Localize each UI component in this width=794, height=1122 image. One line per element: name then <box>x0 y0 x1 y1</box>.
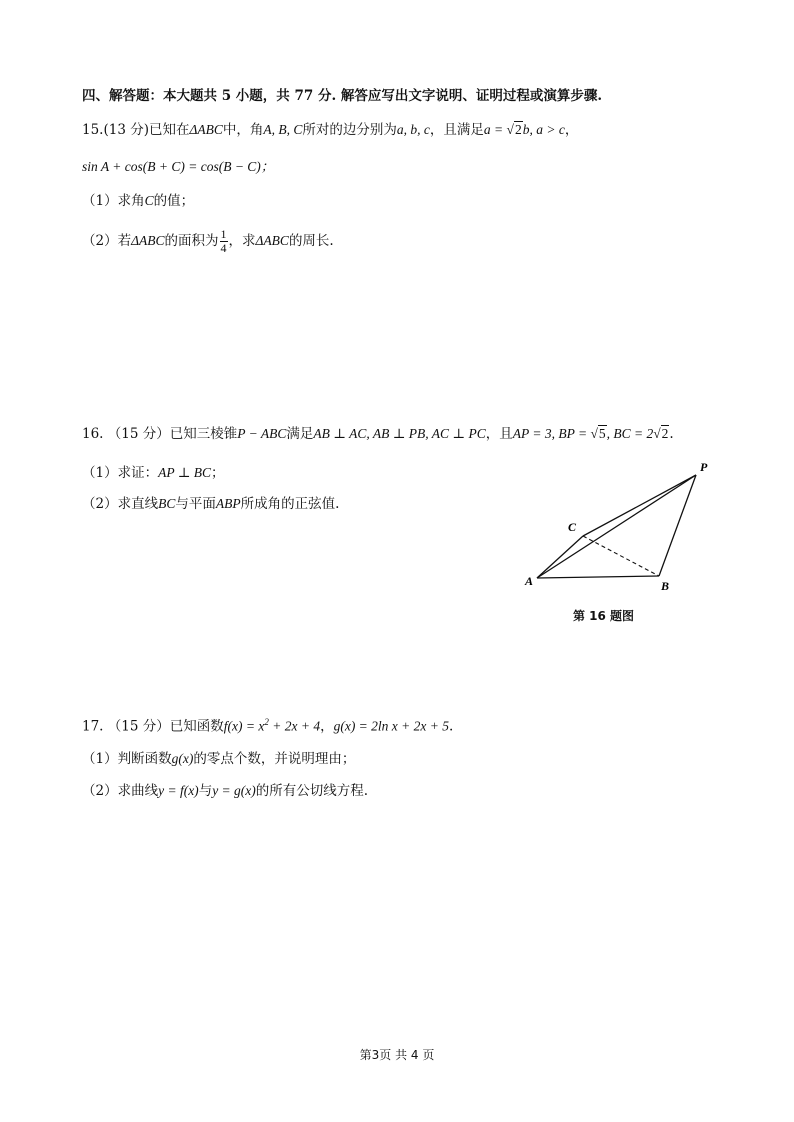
q16-part2-text: （2）求直线 <box>82 496 159 512</box>
q15-text: ，且满足 <box>429 122 484 138</box>
q15-part2-mid2: ，求 <box>228 233 256 249</box>
q16-pyramid-figure <box>520 455 720 600</box>
q15-math-triangle: ΔABC <box>189 122 223 137</box>
q16-math-perp: AB ⊥ AC, AB ⊥ PB, AC ⊥ PC <box>313 426 486 441</box>
q17-part2 <box>82 781 368 801</box>
q16-math-pyramid: P − ABC <box>237 426 287 441</box>
q17-sep: ， <box>320 718 334 735</box>
q16-score: （15 分） <box>107 426 170 442</box>
q15-math-rest: b, a > c <box>522 122 565 137</box>
q16-part1-text: （1）求证： <box>82 465 159 481</box>
label-c: C <box>568 520 577 534</box>
q17-part2-math1: y = f(x) <box>158 783 199 798</box>
q17-part1 <box>82 749 355 769</box>
q16-stem: 16. （15 分）已知三棱锥P − ABC满足AB ⊥ AC, AB ⊥ PB, AC ⊥ PC，且AP = 3, BP = √5, BC = 2√2. <box>82 426 674 442</box>
q15-text: 已知在 <box>149 122 190 138</box>
q16-part2-plane: ABP <box>215 496 241 511</box>
edge-ap <box>537 475 696 578</box>
q15-score: (13 分) <box>103 122 149 138</box>
q16-text: 满足 <box>286 426 314 442</box>
q16-part1-suffix: ； <box>211 465 225 481</box>
label-a: A <box>525 574 534 588</box>
q17-part1-suffix: 的零点个数，并说明理由； <box>193 751 356 767</box>
q15-math-angles: A, B, C <box>263 122 303 137</box>
q17-part2-text: （2）求曲线 <box>82 783 159 799</box>
q17-stem <box>82 712 453 737</box>
edge-ac <box>537 536 583 578</box>
frac-numerator: 1 <box>220 227 227 241</box>
q16-text: 已知三棱锥 <box>169 426 238 442</box>
edge-ab <box>537 576 659 578</box>
q16-part2 <box>82 494 339 514</box>
q15-text: 中，角 <box>222 122 264 138</box>
q15-part1 <box>82 191 194 211</box>
q17-part2-math2: y = g(x) <box>212 783 256 798</box>
q15-math-a: a = <box>483 122 507 137</box>
edge-bp <box>659 475 696 576</box>
q16-math-lengths: AP = 3, BP = <box>512 426 591 441</box>
q16-part1 <box>82 463 225 483</box>
q17-math-f: f(x) = x <box>223 718 265 734</box>
q17-number: 17. <box>82 718 104 735</box>
q16-math-sqrt5: 5 <box>598 426 606 441</box>
q16-text-end: . <box>669 426 674 442</box>
section-heading: 四、解答题：本大题共 5 小题，共 77 分. 解答应写出文字说明、证明过程或演算步骤. <box>82 88 603 104</box>
q17-part1-text: （1）判断函数 <box>82 751 172 767</box>
q17-math-f-exp: 2 <box>264 717 269 727</box>
edge-cp <box>583 475 696 536</box>
label-p: P <box>700 460 708 474</box>
q16-part2-suffix: 所成角的正弦值. <box>240 496 340 512</box>
q17-math-g: g(x) = 2ln x + 2x + 5 <box>333 718 450 734</box>
q15-stem: 15.(13 分)已知在ΔABC中，角A, B, C所对的边分别为a, b, c，且满足a = √2b, a > c， <box>82 122 579 138</box>
q15-part2-mid: 的面积为 <box>164 233 219 249</box>
q17-text-end: . <box>449 718 454 735</box>
q17-math-f-rest: + 2x + 4 <box>268 718 321 734</box>
q15-part2-suffix: 的周长. <box>288 233 334 249</box>
q15-fraction <box>220 228 228 255</box>
label-b: B <box>661 579 670 593</box>
q15-part2-math: ΔABC <box>131 233 165 248</box>
q15-part2-math2: ΔABC <box>255 233 289 248</box>
q17-part1-math: g(x) <box>171 751 194 766</box>
q16-math-lengths-b: , BC = 2 <box>606 426 654 441</box>
q15-condition: sin A + cos(B + C) = cos(B − C)； <box>82 159 275 174</box>
q16-number: 16. <box>82 426 104 442</box>
frac-denominator: 4 <box>220 241 227 255</box>
q16-part2-line: BC <box>158 496 176 511</box>
q17-text: 已知函数 <box>169 718 224 735</box>
q15-math-sides: a, b, c <box>396 122 430 137</box>
q15-part2 <box>82 226 334 256</box>
q15-part2-text: （2）若 <box>82 233 132 249</box>
q15-part1-suffix: 的值； <box>153 193 195 209</box>
q16-part1-math: AP ⊥ BC <box>158 465 212 480</box>
q16-text: ，且 <box>485 426 513 442</box>
q15-text: 所对的边分别为 <box>302 122 397 138</box>
q15-part1-math: C <box>144 193 154 208</box>
q16-part2-mid: 与平面 <box>175 496 216 512</box>
q17-part2-mid: 与 <box>198 783 213 799</box>
page-number: 第3页 共 4 页 <box>359 1048 435 1062</box>
q15-part1-text: （1）求角 <box>82 193 145 209</box>
q16-figure-caption: 第 16 题图 <box>573 609 635 623</box>
q16-math-sqrt2: 2 <box>661 426 669 441</box>
q17-score: （15 分） <box>107 718 170 735</box>
q17-part2-suffix: 的所有公切线方程. <box>255 783 369 799</box>
q15-math-sqrt2: 2 <box>514 122 522 137</box>
q15-number: 15. <box>82 122 104 138</box>
edge-cb-hidden <box>583 536 659 576</box>
